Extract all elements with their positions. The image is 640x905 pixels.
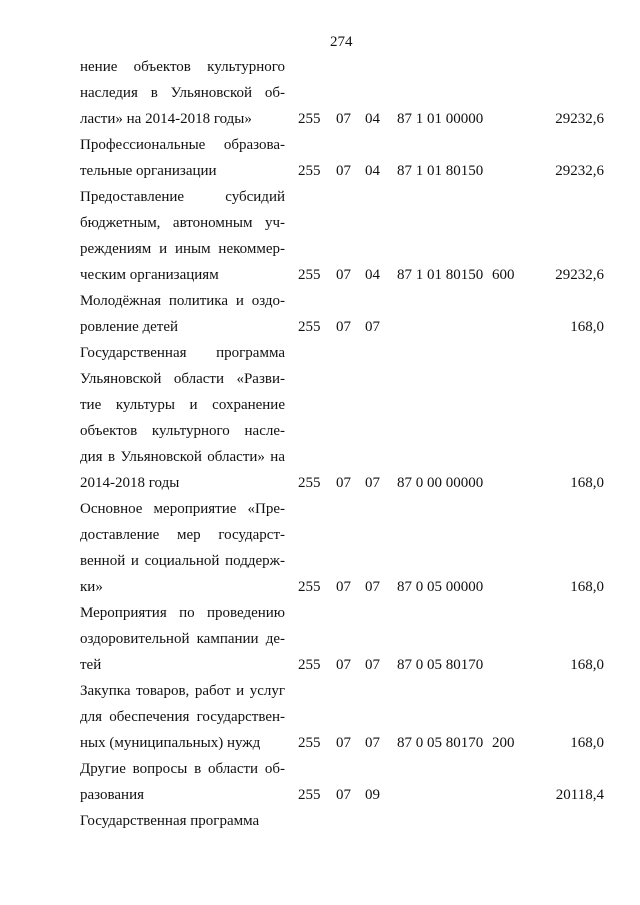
row-description xyxy=(80,54,285,132)
column-sum: 168,0 xyxy=(570,579,604,595)
description-line: оздоровительной кампании де- xyxy=(80,631,285,647)
column-podrazdel: 04 xyxy=(365,267,380,283)
column-sum: 29232,6 xyxy=(555,163,604,179)
row-description xyxy=(80,132,285,184)
column-razdel: 07 xyxy=(336,267,351,283)
description-line: ных (муниципальных) нужд xyxy=(80,735,261,751)
description-line: Ульяновской области «Разви- xyxy=(80,371,285,387)
column-razdel: 07 xyxy=(336,735,351,751)
description-line: тельные организации xyxy=(80,163,217,179)
column-ved: 255 xyxy=(298,735,321,751)
description-line: Мероприятия по проведению xyxy=(80,605,285,621)
column-razdel: 07 xyxy=(336,163,351,179)
column-sum: 20118,4 xyxy=(555,787,604,803)
column-razdel: 07 xyxy=(336,787,351,803)
column-target-article: 87 1 01 00000 xyxy=(397,111,484,127)
column-ved: 255 xyxy=(298,163,321,179)
page-number: 274 xyxy=(330,34,353,50)
description-line: нение объектов культурного xyxy=(80,59,285,75)
column-ved: 255 xyxy=(298,657,321,673)
column-podrazdel: 07 xyxy=(365,579,380,595)
description-line: Государственная программа xyxy=(80,813,260,829)
column-sum: 168,0 xyxy=(570,735,604,751)
description-line: ки» xyxy=(80,579,103,595)
column-razdel: 07 xyxy=(336,319,351,335)
column-podrazdel: 07 xyxy=(365,319,380,335)
description-line: тие культуры и сохранение xyxy=(80,397,285,413)
description-line: Основное мероприятие «Пре- xyxy=(80,501,285,517)
row-description xyxy=(80,808,285,834)
column-razdel: 07 xyxy=(336,475,351,491)
row-description xyxy=(80,184,285,288)
column-podrazdel: 04 xyxy=(365,111,380,127)
column-ved: 255 xyxy=(298,579,321,595)
column-target-article: 87 0 05 80170 xyxy=(397,657,484,673)
description-line: объектов культурного насле- xyxy=(80,423,285,439)
description-line: бюджетным, автономным уч- xyxy=(80,215,285,231)
column-podrazdel: 07 xyxy=(365,475,380,491)
column-podrazdel: 09 xyxy=(365,787,380,803)
row-description xyxy=(80,496,285,600)
description-line: Закупка товаров, работ и услуг xyxy=(80,683,285,699)
description-line: для обеспечения государствен- xyxy=(80,709,285,725)
row-description xyxy=(80,288,285,340)
description-line: Государственная программа xyxy=(80,345,285,361)
column-target-article: 87 0 05 00000 xyxy=(397,579,484,595)
column-sum: 168,0 xyxy=(570,657,604,673)
column-razdel: 07 xyxy=(336,657,351,673)
description-line: ровление детей xyxy=(80,319,179,335)
row-description xyxy=(80,678,285,756)
column-ved: 255 xyxy=(298,787,321,803)
column-sum: 168,0 xyxy=(570,475,604,491)
column-expense-type: 200 xyxy=(492,735,515,751)
column-target-article: 87 0 00 00000 xyxy=(397,475,484,491)
column-target-article: 87 1 01 80150 xyxy=(397,163,484,179)
description-line: Молодёжная политика и оздо- xyxy=(80,293,285,309)
column-ved: 255 xyxy=(298,267,321,283)
description-line: ласти» на 2014-2018 годы» xyxy=(80,111,252,127)
column-ved: 255 xyxy=(298,319,321,335)
column-razdel: 07 xyxy=(336,111,351,127)
description-line: 2014-2018 годы xyxy=(80,475,180,491)
description-line: Профессиональные образова- xyxy=(80,137,285,153)
column-sum: 168,0 xyxy=(570,319,604,335)
description-line: дия в Ульяновской области» на xyxy=(80,449,285,465)
column-podrazdel: 07 xyxy=(365,735,380,751)
description-line: Другие вопросы в области об- xyxy=(80,761,285,777)
column-podrazdel: 07 xyxy=(365,657,380,673)
column-target-article: 87 1 01 80150 xyxy=(397,267,484,283)
description-line: венной и социальной поддерж- xyxy=(80,553,285,569)
column-razdel: 07 xyxy=(336,579,351,595)
column-sum: 29232,6 xyxy=(555,267,604,283)
description-line: доставление мер государст- xyxy=(80,527,285,543)
description-line: реждениям и иным некоммер- xyxy=(80,241,285,257)
column-target-article: 87 0 05 80170 xyxy=(397,735,484,751)
column-ved: 255 xyxy=(298,111,321,127)
description-line: Предоставление субсидий xyxy=(80,189,285,205)
description-line: тей xyxy=(80,657,102,673)
row-description xyxy=(80,340,285,496)
row-description xyxy=(80,600,285,678)
column-ved: 255 xyxy=(298,475,321,491)
description-line: наследия в Ульяновской об- xyxy=(80,85,285,101)
column-podrazdel: 04 xyxy=(365,163,380,179)
description-line: разования xyxy=(80,787,144,803)
column-sum: 29232,6 xyxy=(555,111,604,127)
column-expense-type: 600 xyxy=(492,267,515,283)
description-line: ческим организациям xyxy=(80,267,219,283)
row-description xyxy=(80,756,285,808)
